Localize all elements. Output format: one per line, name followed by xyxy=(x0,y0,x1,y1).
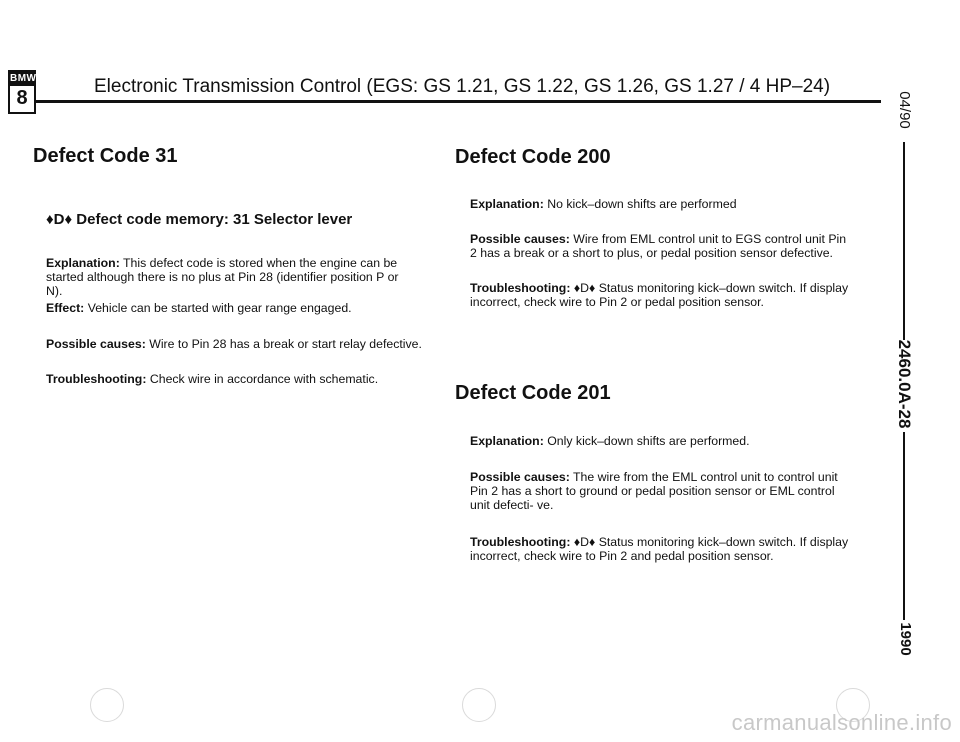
defect-200-explanation-label: Explanation: xyxy=(470,197,544,211)
bmw-logo xyxy=(8,70,36,114)
side-rule-1 xyxy=(903,142,905,340)
defect-31-effect xyxy=(46,301,426,315)
header-divider xyxy=(36,100,881,103)
defect-201-troubleshooting-label: Troubleshooting: xyxy=(470,535,571,549)
defect-200-troubleshooting-text: ♦D♦ Status monitoring kick–down switch. If display incorrect, check wire to Pin 2 or pedal position sensor. xyxy=(470,281,849,309)
defect-200-causes-text: Wire from EML control unit to EGS control unit Pin 2 has a break or a short to plus, or pedal position sensor defective. xyxy=(470,232,847,260)
defect-31-explanation xyxy=(46,256,406,298)
defect-200-causes-label: Possible causes: xyxy=(470,232,570,246)
defect-31-effect-label: Effect: xyxy=(46,301,85,315)
logo-group-number: 8 xyxy=(16,87,28,109)
side-year: 1990 xyxy=(897,622,914,656)
defect-31-explanation-text: This defect code is stored when the engine can be started although there is no plus at Pin 28 (identifier position P or N). xyxy=(46,256,399,298)
defect-31-causes-text: Wire to Pin 28 has a break or start relay defective. xyxy=(149,337,422,351)
defect-31-troubleshooting-label: Troubleshooting: xyxy=(46,372,147,386)
defect-31-explanation-label: Explanation: xyxy=(46,256,120,270)
defect-31-subheading: ♦D♦ Defect code memory: 31 Selector lever xyxy=(46,211,353,228)
defect-200-causes xyxy=(470,232,852,260)
defect-200-troubleshooting xyxy=(470,281,852,309)
defect-31-effect-text: Vehicle can be started with gear range engaged. xyxy=(87,301,352,315)
defect-31-heading: Defect Code 31 xyxy=(33,145,178,167)
side-doc-number: 2460.0A-28 xyxy=(895,339,914,429)
defect-200-explanation xyxy=(470,197,850,211)
logo-brand: BMW xyxy=(10,73,37,84)
defect-201-troubleshooting xyxy=(470,535,854,563)
defect-200-explanation-text: No kick–down shifts are performed xyxy=(547,197,737,211)
defect-31-troubleshooting xyxy=(46,372,446,386)
watermark: carmanualsonline.info xyxy=(731,710,952,735)
defect-201-explanation-text: Only kick–down shifts are performed. xyxy=(547,434,750,448)
side-date: 04/90 xyxy=(896,91,913,129)
defect-31-troubleshooting-text: Check wire in accordance with schematic. xyxy=(149,372,379,386)
defect-200-heading: Defect Code 200 xyxy=(455,146,611,168)
punch-hole-middle xyxy=(462,688,496,722)
defect-201-explanation xyxy=(470,434,850,448)
defect-200-troubleshooting-label: Troubleshooting: xyxy=(470,281,571,295)
defect-201-explanation-label: Explanation: xyxy=(470,434,544,448)
defect-201-heading: Defect Code 201 xyxy=(455,382,611,404)
side-rule-2 xyxy=(903,432,905,620)
defect-31-causes xyxy=(46,337,446,351)
defect-201-causes-text: The wire from the EML control unit to control unit Pin 2 has a short to ground or pedal position sensor or EML control unit defecti- ve. xyxy=(470,470,838,512)
defect-201-causes xyxy=(470,470,854,512)
page-header-title: Electronic Transmission Control (EGS: GS 1.21, GS 1.22, GS 1.26, GS 1.27 / 4 HP–24) xyxy=(94,76,831,97)
defect-201-causes-label: Possible causes: xyxy=(470,470,570,484)
defect-201-troubleshooting-text: ♦D♦ Status monitoring kick–down switch. If display incorrect, check wire to Pin 2 and pedal position sensor. xyxy=(470,535,849,563)
defect-31-causes-label: Possible causes: xyxy=(46,337,146,351)
punch-hole-left xyxy=(90,688,124,722)
